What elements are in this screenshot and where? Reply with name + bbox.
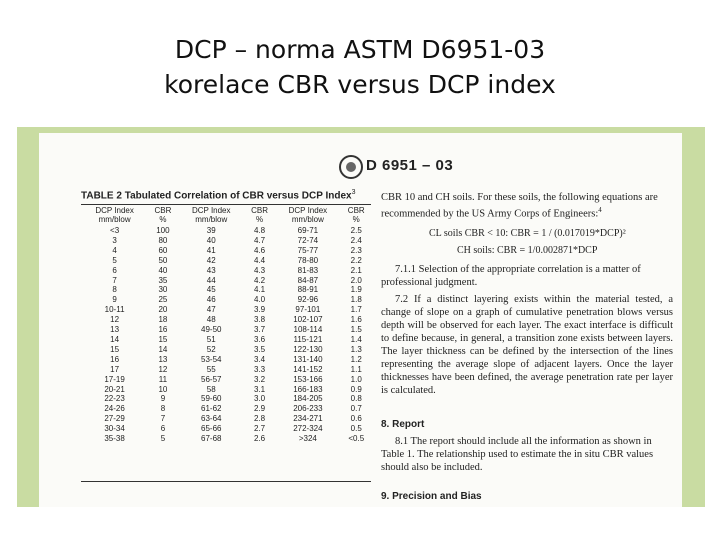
table-cell: 2.7 <box>254 424 266 434</box>
table-cell: 49-50 <box>201 325 222 335</box>
table-cell: 2.5 <box>350 226 362 235</box>
table-cell: 7 <box>160 414 166 424</box>
table-row <box>81 285 371 295</box>
table-row <box>81 394 371 404</box>
table-cell: 2.3 <box>350 245 362 255</box>
table-cell: 81-83 <box>297 265 319 275</box>
table-header-row <box>81 205 371 226</box>
table-cell: 60 <box>158 245 168 255</box>
table-cell: 48 <box>206 315 216 325</box>
table-cell: 4.4 <box>254 255 266 265</box>
table-cell: 46 <box>206 295 216 305</box>
table-cell: 22-23 <box>104 394 125 404</box>
formula-cl-soils: CL soils CBR < 10: CBR = 1 / (0.017019*DCP)² <box>429 228 626 239</box>
column-name: DCP Index <box>191 206 231 215</box>
table-bottom-rule <box>81 481 371 482</box>
table-cell: 1.5 <box>350 325 362 335</box>
intro-footnote-marker: 4 <box>598 206 602 214</box>
table-cell: 15 <box>158 334 168 344</box>
table-cell: 72-74 <box>297 235 319 245</box>
table-cell: 3.4 <box>254 354 266 364</box>
cbr-dcp-table <box>81 205 371 444</box>
table-cell: 4.8 <box>254 226 266 235</box>
table-cell: 45 <box>206 285 216 295</box>
table-cell: 102-107 <box>293 315 323 325</box>
table-cell: 184-205 <box>293 394 323 404</box>
slide-title-line-2: korelace CBR versus DCP index <box>164 70 556 99</box>
table-row <box>81 276 371 286</box>
table-cell: 3.3 <box>254 364 266 374</box>
column-name: CBR <box>347 206 365 215</box>
table-cell: 3.7 <box>254 325 266 335</box>
table-cell: 2.2 <box>350 255 362 265</box>
table-cell: 3 <box>112 235 117 245</box>
table-cell: 63-64 <box>201 414 222 424</box>
table-cell: <3 <box>110 226 120 235</box>
column-unit: mm/blow <box>291 215 324 224</box>
table-cell: 27-29 <box>104 414 125 424</box>
table-row <box>81 256 371 266</box>
intro-paragraph <box>381 191 673 221</box>
table-cell: 8 <box>160 404 166 414</box>
table-cell: 2.8 <box>254 414 266 424</box>
table-cell: 58 <box>206 384 216 394</box>
table-cell: 1.2 <box>350 354 362 364</box>
table-cell: 18 <box>158 315 168 325</box>
table-cell: 153-166 <box>293 374 323 384</box>
table-cell: 84-87 <box>297 275 319 285</box>
table-row <box>81 335 371 345</box>
table-row <box>81 414 371 424</box>
column-name: CBR <box>251 206 268 215</box>
table-cell: 30-34 <box>104 424 125 434</box>
table-cell: 30 <box>158 285 168 295</box>
table-cell: 65-66 <box>201 424 222 434</box>
table-row <box>81 236 371 246</box>
table-cell: 17 <box>110 364 120 374</box>
table-cell: 20 <box>158 305 168 315</box>
table-cell: 61-62 <box>201 404 222 414</box>
table-cell: 39 <box>206 226 216 235</box>
table-row <box>81 305 371 315</box>
table-cell: 50 <box>158 255 168 265</box>
table-cell: 4.2 <box>254 275 266 285</box>
column-unit: % <box>256 215 264 224</box>
column-unit: mm/blow <box>98 215 131 224</box>
table-row <box>81 355 371 365</box>
table-cell: 2.0 <box>350 275 362 285</box>
section-9-heading: 9. Precision and Bias <box>381 491 482 502</box>
table-column-header <box>274 205 341 226</box>
table-column-header <box>341 205 371 226</box>
table-cell: 40 <box>206 235 216 245</box>
table-cell: 2.9 <box>254 404 266 414</box>
table-row <box>81 266 371 276</box>
table-column-header <box>245 205 274 226</box>
table-body <box>81 226 371 444</box>
table-cell: 108-114 <box>293 325 323 335</box>
table-cell: 52 <box>206 344 216 354</box>
table-row <box>81 246 371 256</box>
table-cell: 7 <box>112 275 117 285</box>
table-cell: 5 <box>160 434 166 444</box>
column-unit: mm/blow <box>195 215 228 224</box>
column-name: CBR <box>154 206 172 215</box>
table-cell: 35 <box>158 275 168 285</box>
table-cell: 4 <box>112 245 117 255</box>
table-cell: 2.1 <box>350 265 362 275</box>
table-caption-text: TABLE 2 Tabulated Correlation of CBR versus DCP Index <box>81 190 352 202</box>
table-row <box>81 424 371 434</box>
scanned-document-page <box>39 133 682 507</box>
table-cell: 5 <box>112 255 117 265</box>
table-cell: 47 <box>206 305 216 315</box>
column-name: DCP Index <box>288 206 328 215</box>
slide-title <box>0 32 720 102</box>
table-cell: 2.4 <box>350 235 362 245</box>
column-unit: % <box>352 215 360 224</box>
table-cell: 0.9 <box>350 384 362 394</box>
table-cell: 10-11 <box>104 305 125 315</box>
table-cell: 55 <box>206 364 216 374</box>
table-cell: 40 <box>158 265 168 275</box>
table-row <box>81 404 371 414</box>
table-row <box>81 365 371 375</box>
table-cell: 59-60 <box>201 394 222 404</box>
table-cell: 69-71 <box>297 226 319 235</box>
table-cell: 141-152 <box>293 364 323 374</box>
table-cell: 80 <box>158 235 168 245</box>
table-cell: 25 <box>158 295 168 305</box>
table-cell: 122-130 <box>293 344 323 354</box>
table-cell: 44 <box>206 275 216 285</box>
table-cell: 4.6 <box>254 245 266 255</box>
table-row <box>81 375 371 385</box>
table-cell: 56-57 <box>201 374 222 384</box>
table-column-header <box>178 205 245 226</box>
table-cell: 3.2 <box>254 374 266 384</box>
table-cell: 3.6 <box>254 334 266 344</box>
table-cell: 3.8 <box>254 315 266 325</box>
table-cell: 1.8 <box>350 295 362 305</box>
table-cell: 97-101 <box>295 305 321 315</box>
astm-logo-icon <box>339 155 363 179</box>
table-cell: 2.6 <box>254 434 266 444</box>
table-cell: 13 <box>158 354 168 364</box>
table-cell: >324 <box>298 434 317 444</box>
table-cell: 3.0 <box>254 394 266 404</box>
slide-title-line-1: DCP – norma ASTM D6951-03 <box>174 35 546 64</box>
paragraph-7-2: 7.2 If a distinct layering exists within the material tested, a change of slope on a graph of cumulative penetration blows versus depth will be observed for each layer. The exact interface is difficult to define because, in general, a transition zone exists between layers. The layer thickness can be defined by the intersection of the lines representing the average slope of adjacent layers. Once the layer thicknesses have been defined, the average penetration rate per layer is calculated. <box>381 294 673 396</box>
table-cell: 9 <box>160 394 166 404</box>
table-cell: 78-80 <box>297 255 319 265</box>
table-cell: 115-121 <box>293 334 323 344</box>
table-cell: 0.8 <box>350 394 362 404</box>
column-name: DCP Index <box>95 206 134 215</box>
table-cell: 1.0 <box>350 374 362 384</box>
table-cell: 24-26 <box>104 404 125 414</box>
section-8-heading: 8. Report <box>381 419 425 430</box>
intro-text: CBR 10 and CH soils. For these soils, the following equations are recommended by the US Army Corps of Engineers: <box>381 192 658 220</box>
table-cell: 42 <box>206 255 216 265</box>
formula-ch-soils: CH soils: CBR = 1/0.002871*DCP <box>457 245 598 256</box>
table-cell: 12 <box>158 364 168 374</box>
table-cell: 6 <box>160 424 166 434</box>
table-cell: 1.4 <box>350 334 362 344</box>
table-cell: 1.9 <box>350 285 362 295</box>
table-cell: 3.5 <box>254 344 266 354</box>
table-cell: 4.1 <box>254 285 266 295</box>
table-row <box>81 315 371 325</box>
table-cell: 6 <box>112 265 117 275</box>
table-cell: 53-54 <box>201 354 222 364</box>
table-cell: 67-68 <box>201 434 222 444</box>
table-cell: 0.5 <box>350 424 362 434</box>
table-cell: 131-140 <box>293 354 323 364</box>
table-cell: 16 <box>158 325 168 335</box>
table-cell: 1.1 <box>350 364 362 374</box>
table-cell: 3.9 <box>254 305 266 315</box>
table-cell: 4.0 <box>254 295 266 305</box>
table-row <box>81 385 371 395</box>
table-cell: 272-324 <box>293 424 323 434</box>
table-cell: 14 <box>110 334 120 344</box>
table-cell: 1.7 <box>350 305 362 315</box>
table-cell: 0.6 <box>350 414 362 424</box>
table-cell: <0.5 <box>348 434 365 444</box>
table-cell: 166-183 <box>293 384 323 394</box>
table-row <box>81 295 371 305</box>
table-cell: 88-91 <box>297 285 319 295</box>
table-row <box>81 345 371 355</box>
table-cell: 234-271 <box>293 414 323 424</box>
table-cell: 17-19 <box>104 374 125 384</box>
table-cell: 43 <box>206 265 216 275</box>
table-cell: 41 <box>206 245 216 255</box>
paragraph-7-1-1: 7.1.1 Selection of the appropriate correlation is a matter of professional judgment. <box>381 264 641 288</box>
table-cell: 9 <box>112 295 117 305</box>
table-row <box>81 434 371 444</box>
table-cell: 16 <box>110 354 120 364</box>
table-cell: 4.3 <box>254 265 266 275</box>
table-cell: 13 <box>110 325 120 335</box>
table-cell: 8 <box>112 285 117 295</box>
column-unit: % <box>159 215 167 224</box>
paragraph-8-1: 8.1 The report should include all the information as shown in Table 1. The relationship used to estimate the in situ CBR values should also be included. <box>381 436 654 473</box>
table-column-header <box>81 205 148 226</box>
table-row <box>81 325 371 335</box>
table-cell: 11 <box>158 374 168 384</box>
table-row <box>81 226 371 236</box>
table-cell: 206-233 <box>293 404 323 414</box>
table-cell: 20-21 <box>104 384 125 394</box>
table-cell: 92-96 <box>297 295 319 305</box>
table-cell: 100 <box>156 226 170 235</box>
table-cell: 1.6 <box>350 315 362 325</box>
table-cell: 4.7 <box>254 235 266 245</box>
table-cell: 10 <box>158 384 168 394</box>
table-cell: 14 <box>158 344 168 354</box>
table-caption-footnote-marker: 3 <box>351 189 356 196</box>
table-cell: 0.7 <box>350 404 362 414</box>
table-caption <box>81 189 356 201</box>
table-cell: 75-77 <box>297 245 319 255</box>
table-column-header <box>148 205 177 226</box>
document-number: D 6951 – 03 <box>366 157 454 174</box>
scanned-image-frame <box>17 127 705 507</box>
table-cell: 1.3 <box>350 344 362 354</box>
table-cell: 15 <box>110 344 120 354</box>
table-cell: 3.1 <box>254 384 266 394</box>
table-cell: 51 <box>206 334 216 344</box>
table-cell: 35-38 <box>104 434 125 444</box>
table-cell: 12 <box>110 315 120 325</box>
